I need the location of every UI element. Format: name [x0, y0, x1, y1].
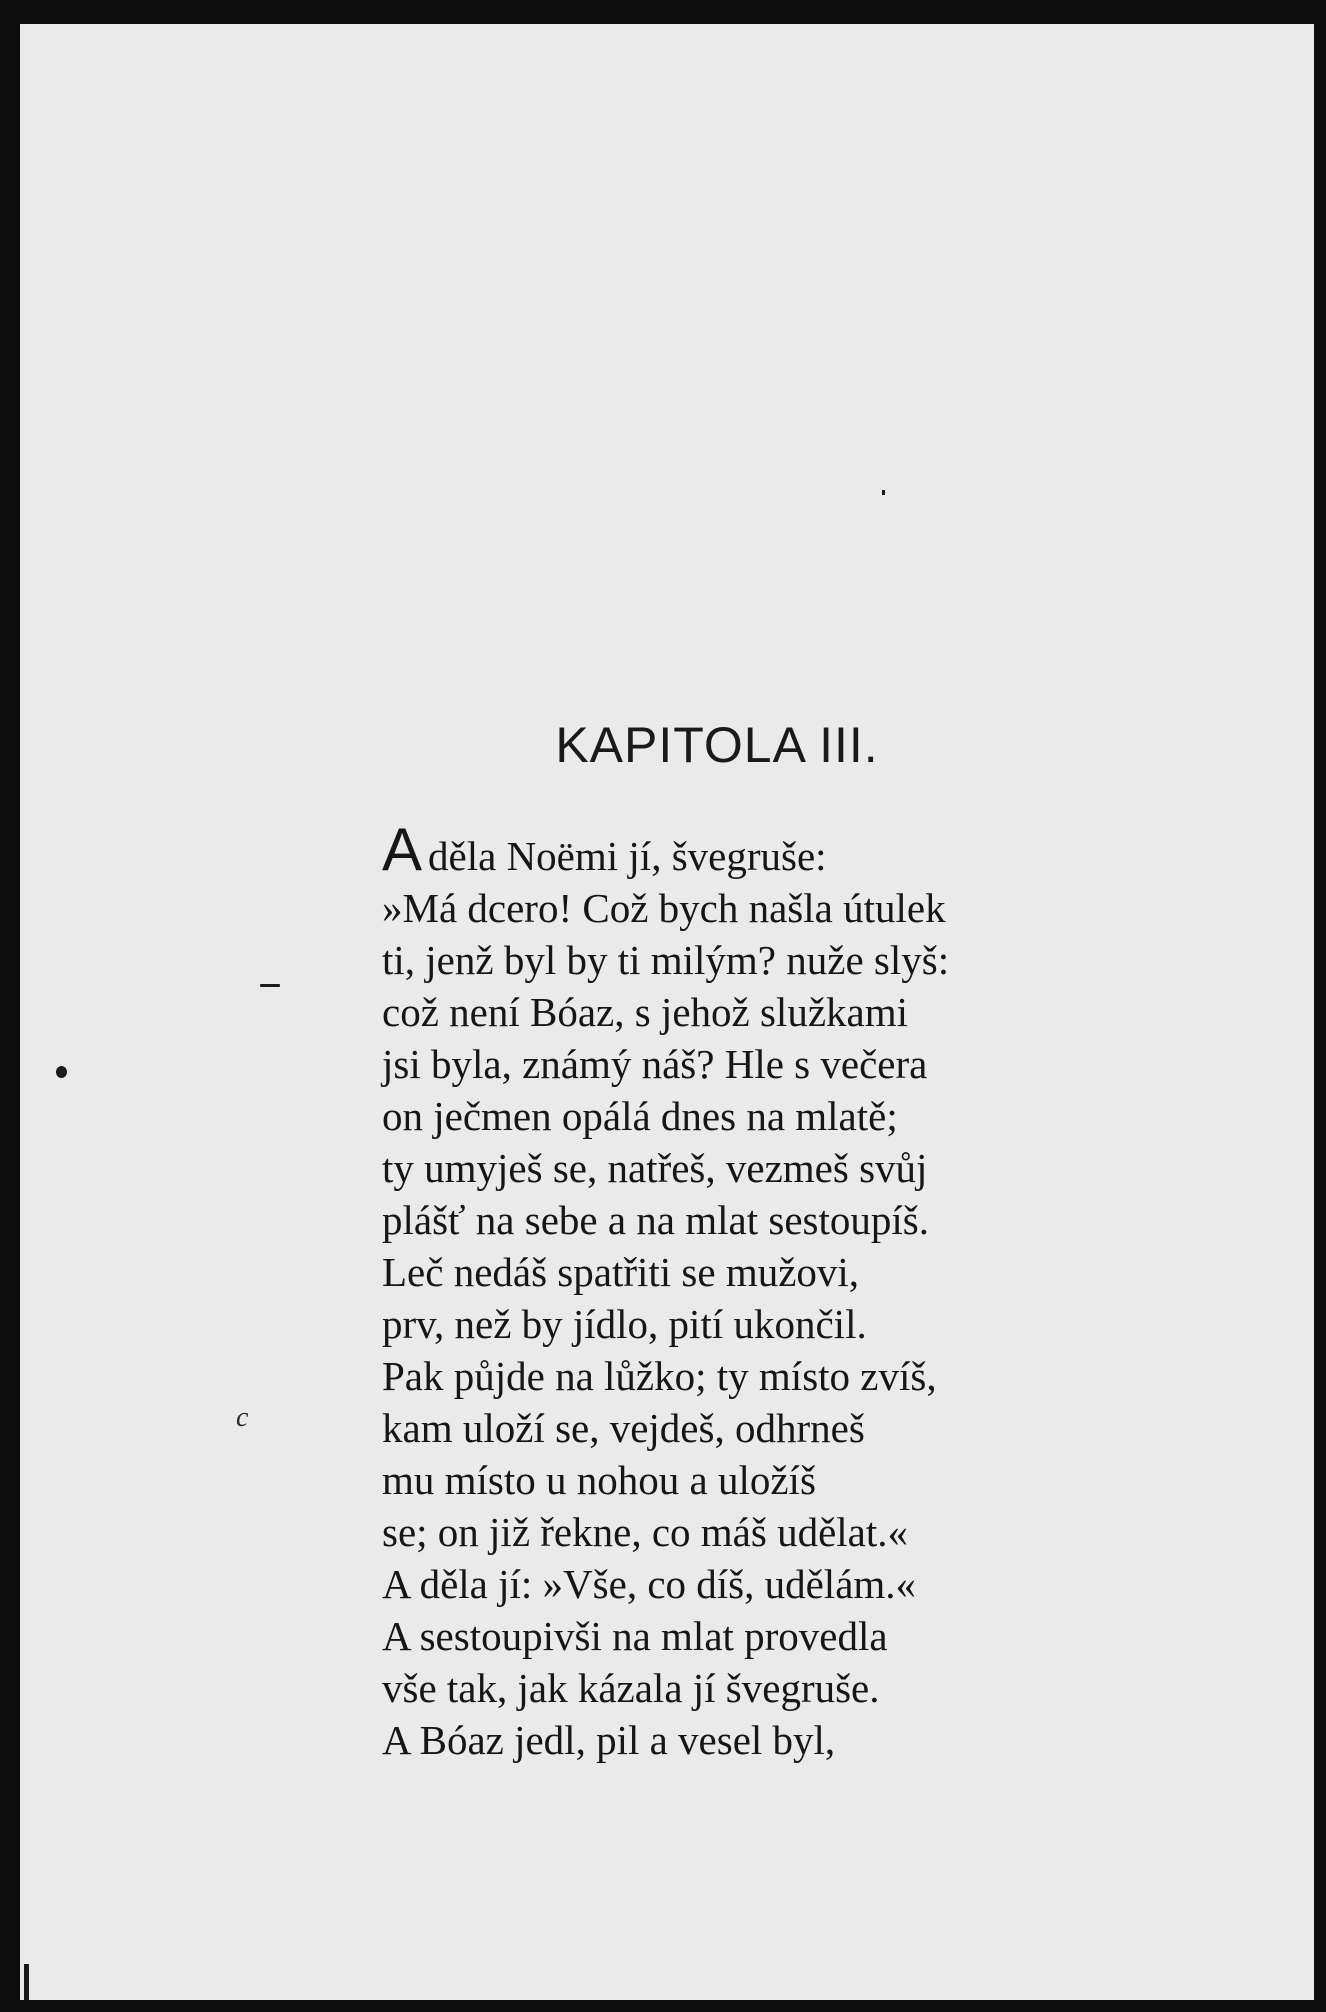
verse-line	[382, 816, 1122, 883]
verse-line: se; on již řekne, co máš udělat.«	[382, 1509, 908, 1555]
verse-line: což není Bóaz, s jehož služkami	[382, 989, 908, 1035]
book-page	[20, 24, 1314, 2000]
verse-line: »Má dcero! Což bych našla útulek	[382, 885, 946, 931]
pencil-margin-mark: c	[236, 1402, 249, 1433]
ink-speck-tick	[882, 490, 885, 495]
verse-line-text: děla Noëmi jí, švegruše:	[428, 833, 827, 879]
verse-line: kam uloží se, vejdeš, odhrneš	[382, 1405, 865, 1451]
verse-line: plášť na sebe a na mlat sestoupíš.	[382, 1197, 929, 1243]
drop-initial: A	[382, 816, 423, 883]
ink-speck-dot	[56, 1066, 67, 1078]
verse-line: ty umyješ se, natřeš, vezmeš svůj	[382, 1145, 928, 1191]
verse-line: vše tak, jak kázala jí švegruše.	[382, 1665, 880, 1711]
verse-line: A sestoupivši na mlat provedla	[382, 1613, 888, 1659]
verse-line: ti, jenž byl by ti milým? nuže slyš:	[382, 937, 950, 983]
verse-line: Pak půjde na lůžko; ty místo zvíš,	[382, 1353, 937, 1399]
verse-line: on ječmen opálá dnes na mlatě;	[382, 1093, 898, 1139]
scan-edge-mark	[24, 1964, 29, 2000]
verse-line: A děla jí: »Vše, co díš, udělám.«	[382, 1561, 917, 1607]
verse-line: prv, než by jídlo, pití ukončil.	[382, 1301, 867, 1347]
verse-text	[382, 816, 1122, 1766]
verse-line: jsi byla, známý náš? Hle s večera	[382, 1041, 928, 1087]
verse-line: Leč nedáš spatřiti se mužovi,	[382, 1249, 860, 1295]
chapter-title: KAPITOLA III.	[555, 717, 879, 773]
ink-speck-dash	[260, 984, 280, 987]
verse-line: mu místo u nohou a uložíš	[382, 1457, 816, 1503]
verse-line: A Bóaz jedl, pil a vesel byl,	[382, 1717, 836, 1763]
